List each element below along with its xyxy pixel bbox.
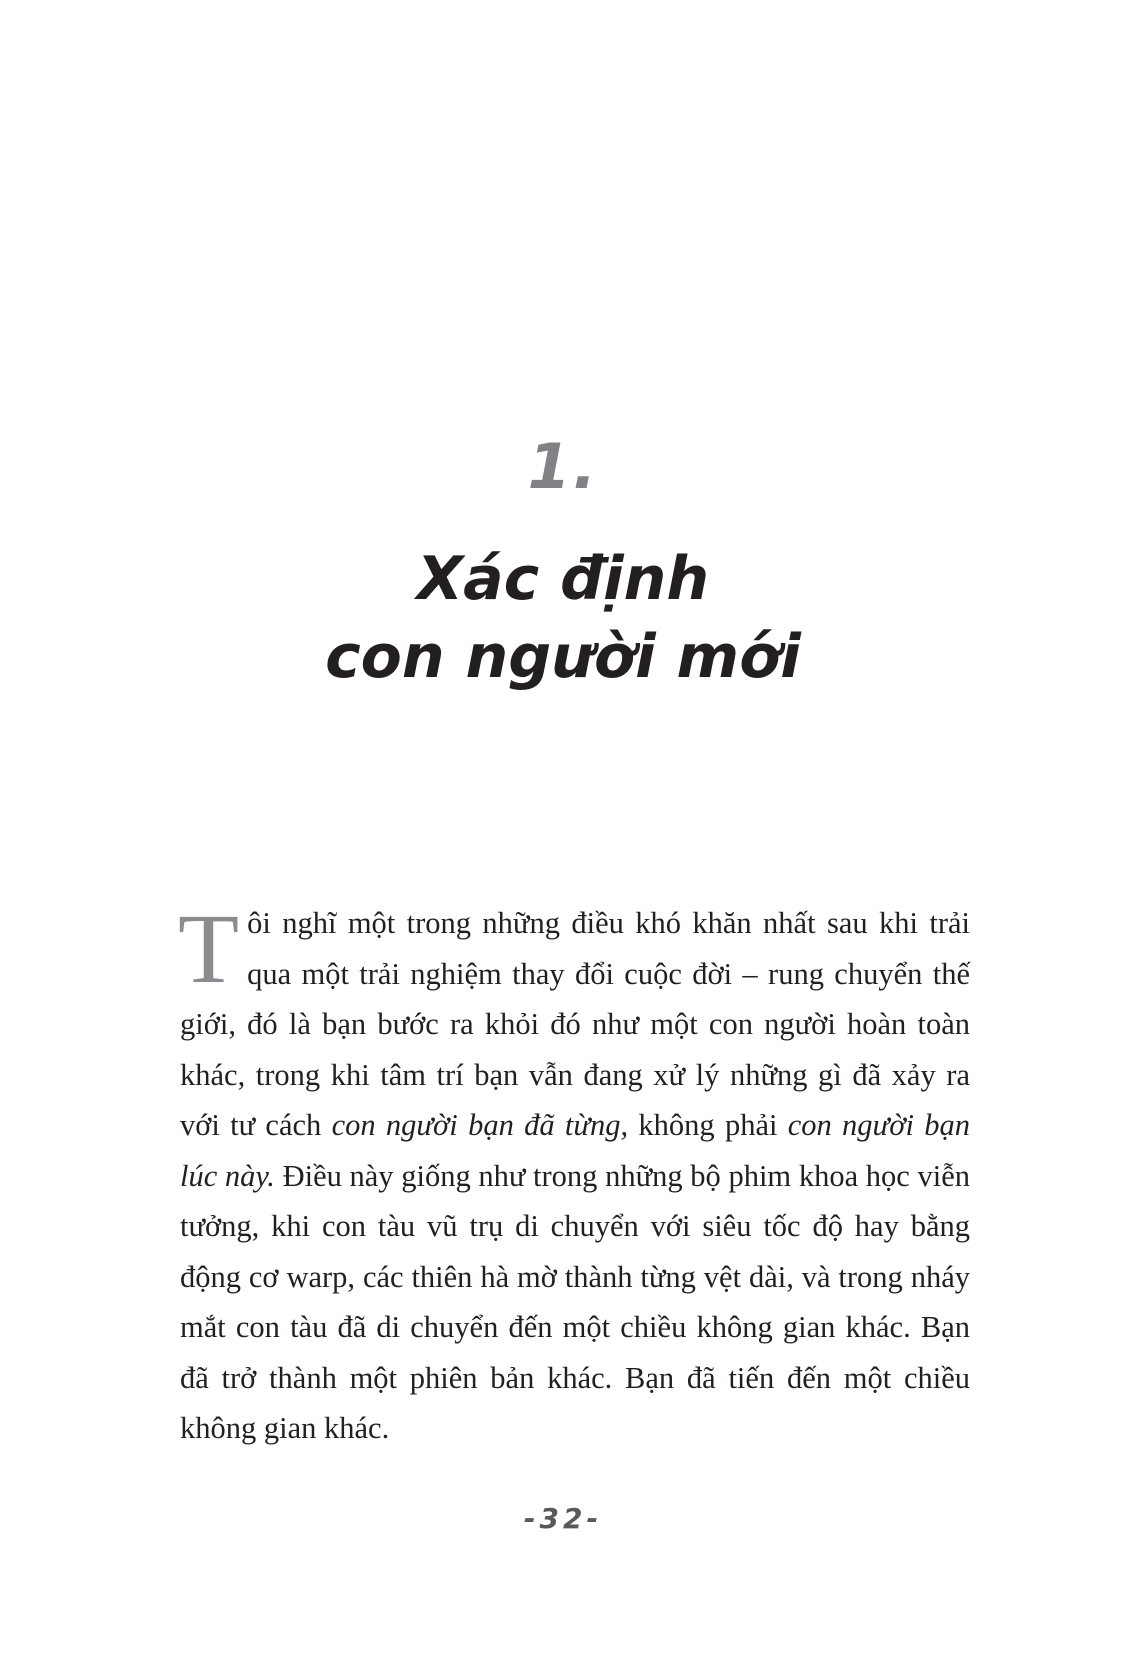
chapter-title [0,540,1126,696]
page-number: -32- [523,1502,603,1535]
body-italic-2: con người bạn lúc này. [180,1108,970,1193]
chapter-number: 1. [527,430,599,503]
chapter-title-line-2: con người mới [325,622,801,692]
drop-cap: T [178,893,240,1004]
body-text-part-3: Điều này giống như trong những bộ phim khoa học viễn tưởng, khi con tàu vũ trụ di chuyển với siêu tốc độ hay bằng động cơ warp, các thiên hà mờ thành từng vệt dài, và trong nháy mắt con tàu đã di chuyển đến một chiều không gian khác. Bạn đã trở thành một phiên bản khác. Bạn đã tiến đến một chiều không gian khác. [180,1158,970,1445]
body-text-part-2: không phải [628,1108,788,1142]
body-paragraph [178,893,970,1454]
body-text-part-1: ôi nghĩ một trong những điều khó khăn nhất sau khi trải qua một trải nghiệm thay đổi cuộc đời – rung chuyển thế giới, đó là bạn bước ra khỏi đó như một con người hoàn toàn khác, trong khi tâm trí bạn vẫn đang xử lý những gì đã xảy ra với tư cách [180,906,970,1142]
body-italic-1: con người bạn đã từng, [331,1108,629,1142]
chapter-title-line-1: Xác định [416,544,710,614]
